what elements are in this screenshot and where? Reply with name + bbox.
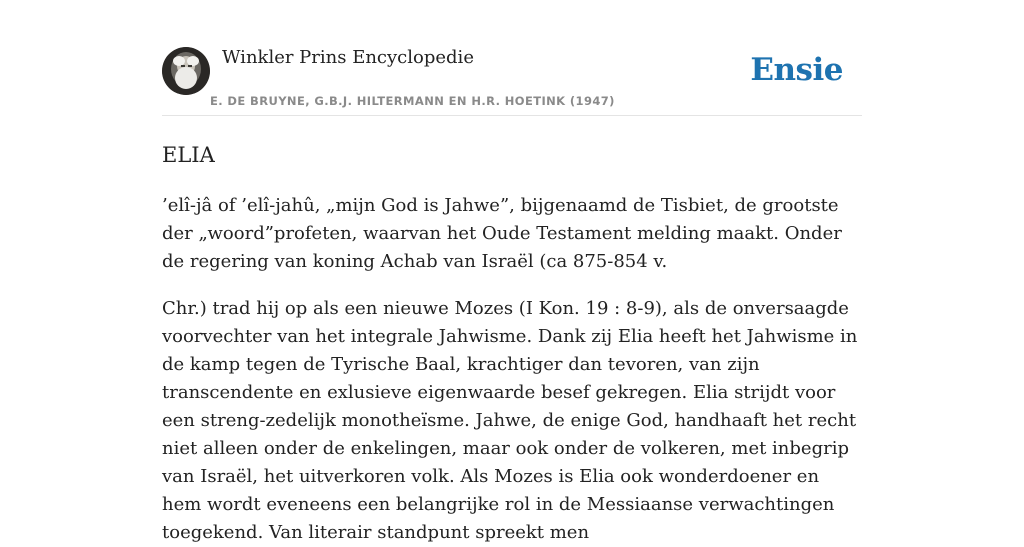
author-avatar[interactable] — [162, 47, 210, 95]
header-divider — [162, 115, 862, 116]
article-paragraph: Chr.) trad hij op als een nieuwe Mozes (I Kon. 19 : 8-9), als de onversaagde voorvechter van het integrale Jahwisme. Dank zij Elia heeft het Jahwisme in de kamp tegen de Tyrische Baal, krachtiger dan tevoren, van zijn transcendente en exlusieve eigenwaarde besef gekregen. Elia strijdt voor een streng-zedelijk monotheïsme. Jahwe, de enige God, handhaaft het recht niet alleen onder de enkelingen, maar ook onder de volkeren, met inbegrip van Israël, het uitverkoren volk. Als Mozes is Elia ook wonderdoener en hem wordt eveneens een belangrijke rol in de Messiaanse verwachtingen toegekend. Van literair standpunt spreekt men — [162, 298, 858, 543]
article-page — [162, 0, 862, 543]
entry-title: ELIA — [162, 143, 215, 167]
publication-title[interactable]: Winkler Prins Encyclopedie — [222, 47, 474, 68]
publication-authors: E. DE BRUYNE, G.B.J. HILTERMANN EN H.R. HOETINK (1947) — [210, 94, 615, 108]
portrait-image — [162, 47, 210, 95]
brand-logo[interactable]: Ensie — [750, 52, 843, 88]
article-paragraph: ’elî-jâ of ’elî-jahû, „mijn God is Jahwe”, bijgenaamd de Tisbiet, de grootste der „woord”profeten, waarvan het Oude Testament melding maakt. Onder de regering van koning Achab van Israël (ca 875-854 v. — [162, 195, 842, 272]
